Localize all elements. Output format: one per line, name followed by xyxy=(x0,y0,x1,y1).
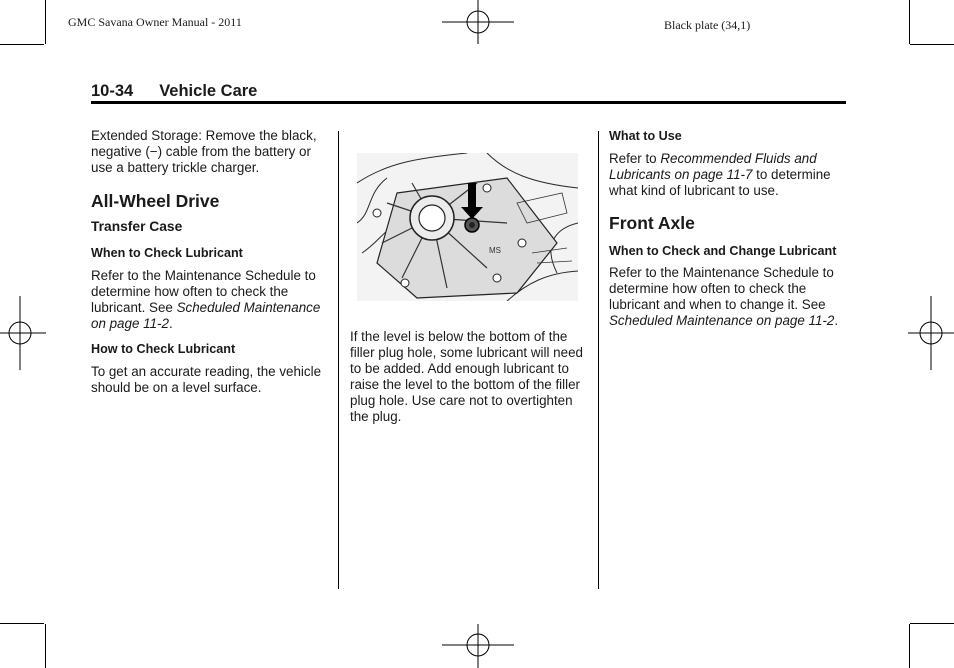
fill-level-text: If the level is below the bottom of the filler plug hole, some lubricant will need to be added. Add enough lubricant to raise the level to the bottom of the filler plug hole. Use care not to overtighten the plug. xyxy=(350,329,583,424)
front-axle-heading: Front Axle xyxy=(609,213,695,233)
print-header-title: GMC Savana Owner Manual - 2011 xyxy=(68,15,242,29)
column-divider xyxy=(598,131,599,589)
crop-mark xyxy=(909,624,910,668)
crop-mark xyxy=(910,623,954,624)
registration-mark-top xyxy=(442,0,514,46)
transfer-case-illustration xyxy=(357,153,578,301)
when-to-check-change-text: Refer to the Maintenance Schedule to determine how often to check the lubricant and when to change it. See Scheduled Maintenance on page 11-2. xyxy=(609,265,839,328)
crop-mark xyxy=(910,44,954,45)
figure-label: MS xyxy=(489,246,501,255)
what-to-use-heading: What to Use xyxy=(609,129,682,143)
crop-mark xyxy=(45,0,46,44)
print-header-plate: Black plate (34,1) xyxy=(664,18,751,32)
crop-mark xyxy=(45,624,46,668)
transfer-case-heading: Transfer Case xyxy=(91,219,183,234)
how-to-check-text: To get an accurate reading, the vehicle should be on a level surface. xyxy=(91,364,322,395)
recommended-fluids-ref: Recommended Fluids and Lubricants on page 11-7 xyxy=(609,151,817,182)
column-left xyxy=(91,128,331,396)
header-rule xyxy=(91,101,846,104)
page-header xyxy=(91,82,257,101)
registration-mark-left xyxy=(0,296,46,370)
when-to-check-change-heading: When to Check and Change Lubricant xyxy=(609,244,837,258)
crop-mark xyxy=(0,623,44,624)
when-to-check-text: Refer to the Maintenance Schedule to determine how often to check the lubricant. See Scheduled Maintenance on page 11-2. xyxy=(91,268,321,331)
scheduled-maintenance-ref: Scheduled Maintenance on page 11-2 xyxy=(91,300,321,331)
what-to-use-text: Refer to Recommended Fluids and Lubricants on page 11-7 to determine what kind of lubricant to use. xyxy=(609,151,831,198)
all-wheel-drive-heading: All-Wheel Drive xyxy=(91,191,220,211)
column-right xyxy=(609,128,849,329)
page-number: 10-34 xyxy=(91,82,134,100)
registration-mark-bottom xyxy=(442,624,514,668)
how-to-check-heading: How to Check Lubricant xyxy=(91,342,236,356)
registration-mark-right xyxy=(908,296,954,370)
crop-mark xyxy=(909,0,910,44)
column-middle xyxy=(350,329,590,425)
extended-storage-text: Extended Storage: Remove the black, negative (−) cable from the battery or use a battery trickle charger. xyxy=(91,128,317,175)
column-divider xyxy=(338,131,339,589)
scheduled-maintenance-ref: Scheduled Maintenance on page 11-2 xyxy=(609,313,835,328)
section-title: Vehicle Care xyxy=(159,82,258,100)
crop-mark xyxy=(0,44,44,45)
when-to-check-heading: When to Check Lubricant xyxy=(91,246,243,260)
